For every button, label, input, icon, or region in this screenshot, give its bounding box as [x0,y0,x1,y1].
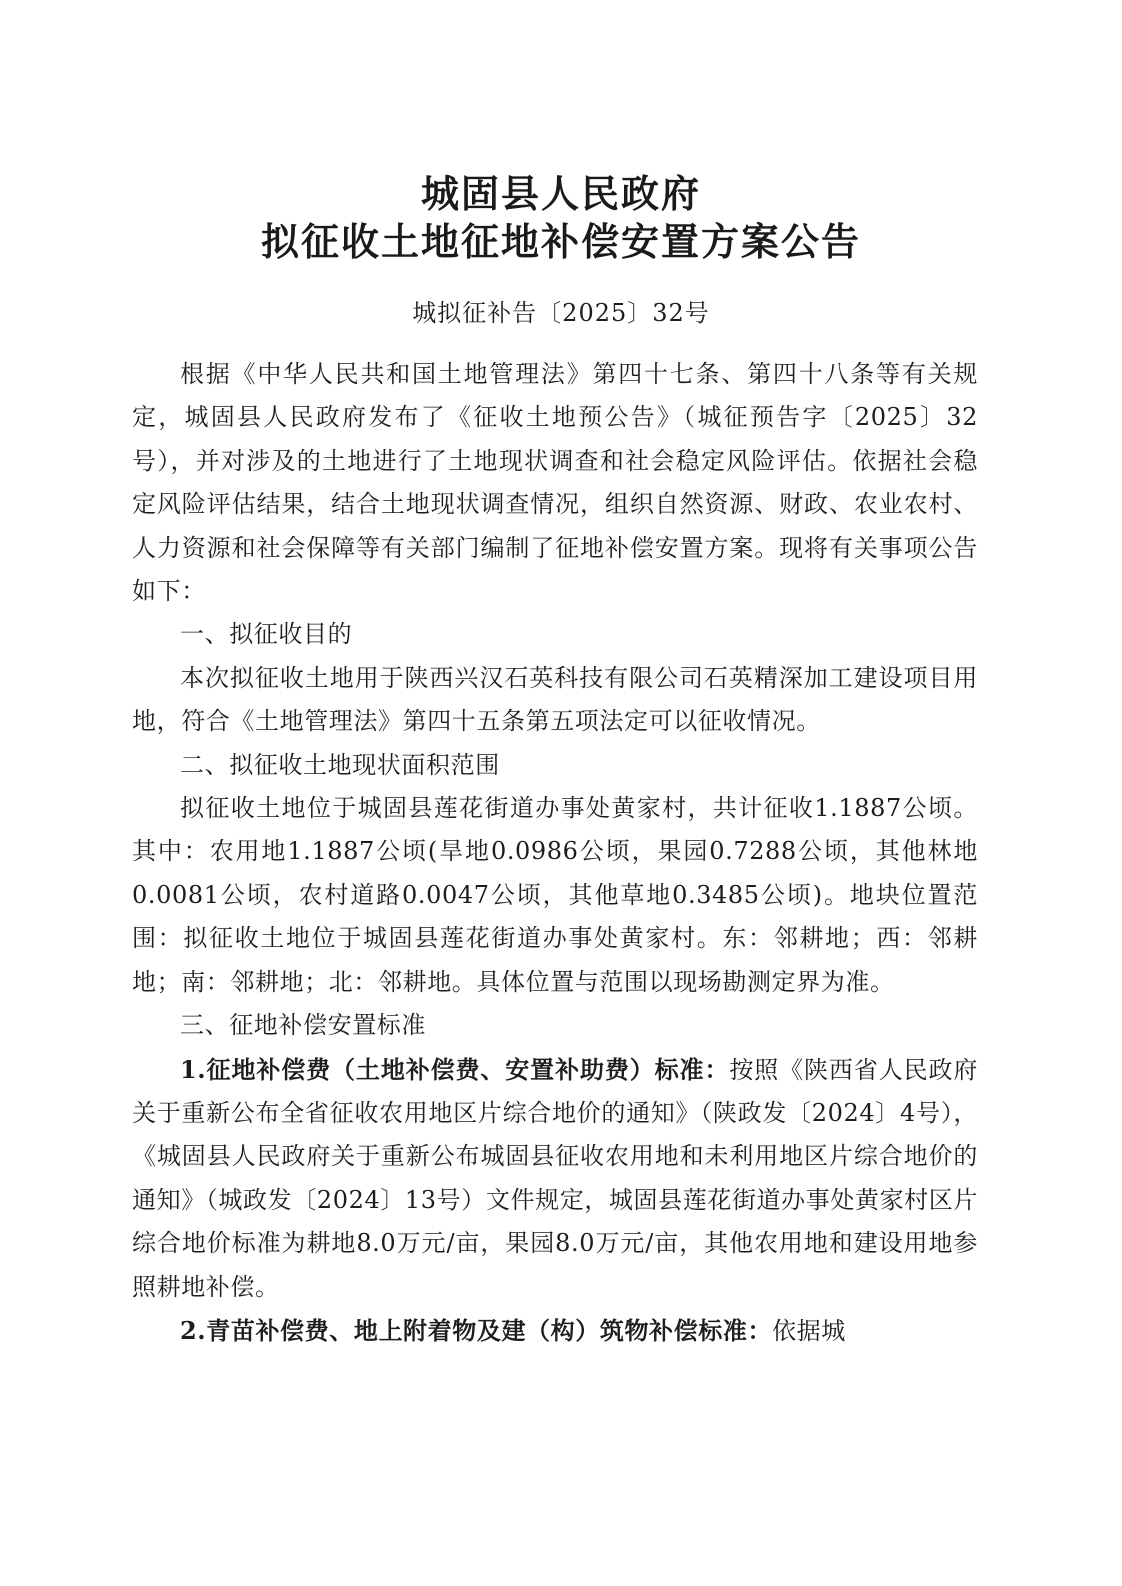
section-heading-1: 一、拟征收目的 [180,620,353,649]
document-number: 城拟征补告〔2025〕32号 [412,299,710,327]
section-item-1-label: 1.征地补偿费（土地补偿费、安置补助费）标准： [180,1054,730,1084]
document-body [132,353,978,1353]
section-item-2-text: 依据城 [772,1316,846,1345]
section-item-1-text: 按照《陕西省人民政府关于重新公布全省征收农用地区片综合地价的通知》（陕政发〔2024〕4号），《城固县人民政府关于重新公布城固县征收农用地和未利用地区片综合地价的通知》（城政发〔2024〕13号）文件规定，城固县莲花街道办事处黄家村区片综合地价标准为耕地8.0万元/亩，果园8.0万元/亩，其他农用地和建设用地参照耕地补偿。 [132,1055,978,1301]
title-line-1: 城固县人民政府 [420,171,701,216]
title-line-2: 拟征收土地征地补偿安置方案公告 [260,219,861,264]
intro-paragraph: 根据《中华人民共和国土地管理法》第四十七条、第四十八条等有关规定，城固县人民政府发布了《征收土地预公告》（城征预告字〔2025〕32号），并对涉及的土地进行了土地现状调查和社会稳定风险评估。依据社会稳定风险评估结果，结合土地现状调查情况，组织自然资源、财政、农业农村、人力资源和社会保障等有关部门编制了征地补偿安置方案。现将有关事项公告如下： [132,360,978,606]
section-item-2-label: 2.青苗补偿费、地上附着物及建（构）筑物补偿标准： [180,1315,773,1345]
section-text-2: 拟征收土地位于城固县莲花街道办事处黄家村，共计征收1.1887公顷。其中：农用地1.1887公顷(旱地0.0986公顷，果园0.7288公顷，其他林地0.0081公顷，农村道路0.0047公顷，其他草地0.3485公顷)。地块位置范围：拟征收土地位于城固县莲花街道办事处黄家村。东：邻耕地；西：邻耕地；南：邻耕地；北：邻耕地。具体位置与范围以现场勘测定界为准。 [132,794,978,996]
section-item-1 [132,1048,978,1309]
section-item-2 [132,1309,978,1353]
section-heading-3: 三、征地补偿安置标准 [180,1011,426,1040]
section-heading-2: 二、拟征收土地现状面积范围 [180,750,500,779]
section-text-1: 本次拟征收土地用于陕西兴汉石英科技有限公司石英精深加工建设项目用地，符合《土地管理法》第四十五条第五项法定可以征收情况。 [132,663,978,736]
